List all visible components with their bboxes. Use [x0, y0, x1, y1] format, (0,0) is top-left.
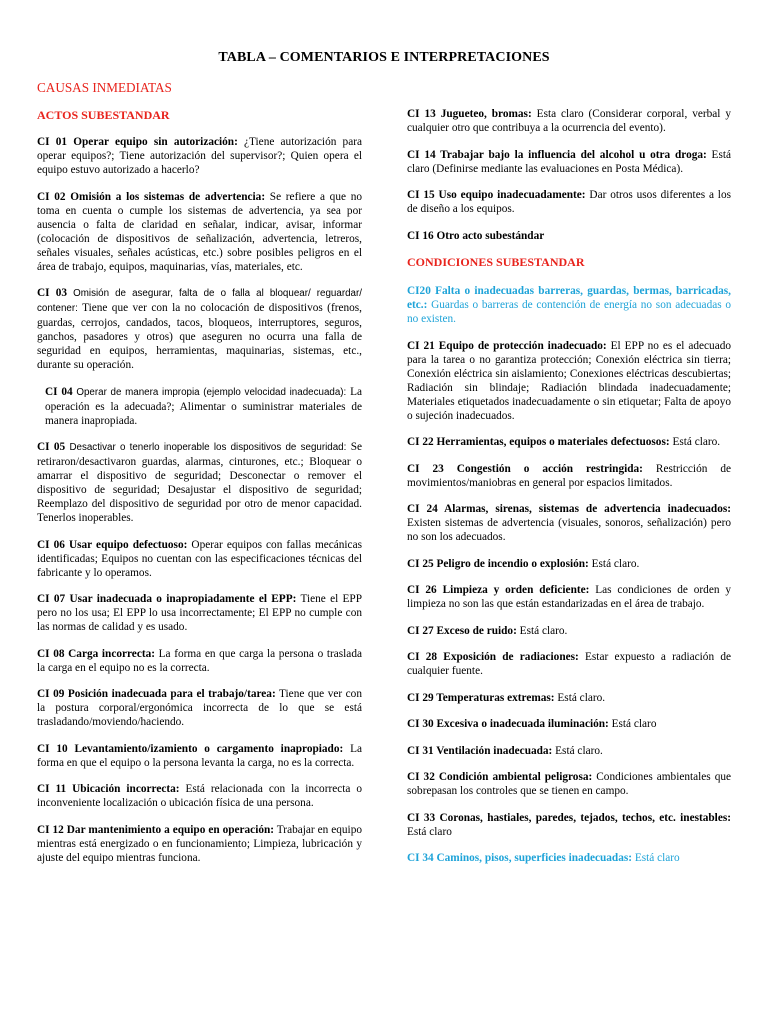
entry-code: CI 21 Equipo de protección inadecuado:: [407, 339, 607, 352]
condition-entry: [407, 339, 731, 423]
document-title: TABLA – COMENTARIOS E INTERPRETACIONES: [218, 50, 550, 65]
act-entry: [407, 229, 731, 243]
act-entry: [37, 135, 362, 177]
entry-code: CI 02 Omisión a los sistemas de advertencia:: [37, 190, 266, 203]
entry-description: ¿Tiene autorización para operar equipos?; Tiene autorización del supervisor?; Quien opera el equipo estuvo autorizado a hacerlo?: [37, 136, 362, 176]
entry-code: CI 13 Jugueteo, bromas:: [407, 108, 532, 120]
entry-code: CI 03: [37, 287, 68, 299]
entry-description: Se retiraron/desactivaron guardas, alarmas, cinturones, etc.; Bloquear o amarrar el dispositivo de seguridad; Desconectar o remover el dispositivo de seguridad; Desajustar el dispositivo de seguridad; Reemplazo del dispositivo de seguridad por otro de menor capacidad. Tenerlos inoperables.: [37, 441, 362, 524]
entry-code: CI 29 Temperaturas extremas:: [407, 691, 555, 704]
entry-code: CI 12 Dar mantenimiento a equipo en operación:: [37, 823, 275, 836]
act-entry: [37, 592, 362, 634]
entry-code: CI 15 Uso equipo inadecuadamente:: [407, 189, 586, 201]
entry-code: CI 14 Trabajar bajo la influencia del alcohol u otra droga:: [407, 148, 707, 161]
act-entry: [37, 687, 362, 729]
entry-description: Estar expuesto a radiación de cualquier fuente.: [407, 651, 731, 677]
entry-description: Trabajar en equipo mientras está energizado o en funcionamiento; Limpieza, lubricación y ajuste del equipo mientras funciona.: [37, 823, 362, 864]
entry-code: CI 28 Exposición de radiaciones:: [407, 651, 579, 663]
condition-entry: [407, 435, 731, 449]
entry-description: Tiene que ver con la no colocación de dispositivos (frenos, guardas, cerrojos, candados, tacos, bloqueos, interruptores, seguros, ganchos, pasadores y otros) que aseguren no ocurra una falla de seguridad en equipos, herramientas, maquinarias, sistemas, etc., durante su operación.: [37, 302, 362, 371]
entry-code: CI 26 Limpieza y orden deficiente:: [407, 584, 590, 596]
act-entry: [407, 148, 731, 176]
act-entry: [37, 538, 362, 580]
entry-description: La forma en que carga la persona o traslada la carga en el equipo no es la correcta.: [37, 647, 362, 674]
act-entry: [37, 823, 362, 865]
subsection-title-acts: ACTOS SUBESTANDAR: [37, 108, 170, 122]
entry-code: CI 25 Peligro de incendio o explosión:: [407, 557, 589, 570]
entry-description: Está claro: [632, 852, 680, 864]
entry-code: CI 30 Excesiva o inadecuada iluminación:: [407, 718, 609, 730]
entry-description: Operar equipos con fallas mecánicas identificadas; Equipos no cuentan con las especificaciones técnicas del fabricante y lo operamos.: [37, 538, 362, 579]
act-entry: [37, 647, 362, 675]
entry-description: Existen sistemas de advertencia (visuales, sonoros, señalización) pero no son los adecuados.: [407, 517, 731, 543]
entry-description: La operación es la adecuada?; Alimentar o suministrar materiales de manera inapropiada.: [45, 385, 362, 427]
entry-description: La forma en que el equipo o la persona levanta la carga, no es la correcta.: [37, 742, 362, 769]
condition-entry: [407, 851, 731, 865]
entry-code: CI 23 Congestión o acción restringida:: [407, 462, 643, 475]
entry-code: CI 11 Ubicación incorrecta:: [37, 783, 180, 795]
entry-code: CI 33 Coronas, hastiales, paredes, tejados, techos, etc. inestables:: [407, 811, 731, 824]
entry-subtitle: Operar de manera impropia (ejemplo velocidad inadecuada):: [72, 386, 347, 398]
entry-description: Está claro.: [552, 744, 603, 757]
condition-entry: [407, 717, 731, 731]
entry-code: CI 08 Carga incorrecta:: [37, 647, 156, 660]
entry-code: CI 01 Operar equipo sin autorización:: [37, 136, 238, 148]
entry-code: CI 27 Exceso de ruido:: [407, 624, 517, 637]
act-entry: [407, 188, 731, 216]
entry-code: CI 07 Usar inadecuada o inapropiadamente el EPP:: [37, 593, 297, 605]
entry-code: CI 04: [45, 385, 73, 398]
condition-entry: [407, 557, 731, 571]
entry-code: CI 32 Condición ambiental peligrosa:: [407, 771, 593, 783]
entry-description: Está claro: [407, 825, 452, 838]
condition-entry: [407, 284, 731, 326]
act-entry: [37, 286, 362, 372]
entry-description: Está claro.: [554, 691, 606, 704]
entry-description: Tiene que ver con la postura corporal/ergonómica incorrecta de lo que se está trasladando/moviendo/haciendo.: [37, 688, 362, 728]
entry-code: CI 22 Herramientas, equipos o materiales defectuosos:: [407, 436, 670, 448]
entry-description: Está claro.: [516, 624, 568, 637]
act-entry: [407, 107, 731, 135]
entry-description: Las condiciones de orden y limpieza no son las que están estandarizadas en el área de trabajo.: [407, 584, 731, 610]
acts-list-right: [407, 107, 731, 243]
act-entry: [37, 190, 362, 274]
entry-description: Está claro: [608, 718, 657, 730]
entry-description: Está claro (Definirse mediante las evaluaciones en Posta Médica).: [407, 148, 731, 175]
entry-description: Está claro.: [669, 436, 721, 448]
entry-code: CI 24 Alarmas, sirenas, sistemas de advertencia inadecuados:: [407, 503, 731, 515]
entry-code: CI20 Falta o inadecuadas barreras, guardas, bermas, barricadas, etc.:: [407, 285, 731, 311]
entry-description: Está claro.: [588, 557, 640, 570]
entry-description: Está relacionada con la incorrecta o inconveniente localización o ubicación física de una persona.: [37, 783, 362, 809]
right-column: [407, 107, 731, 878]
entry-code: CI 31 Ventilación inadecuada:: [407, 744, 553, 757]
entry-description: Restricción de movimientos/maniobras en general por espacios limitados.: [407, 462, 731, 489]
act-entry: [37, 385, 362, 428]
condition-entry: [407, 462, 731, 490]
entry-description: Dar otros usos diferentes a los de diseño a los equipos.: [407, 189, 731, 215]
entry-code: CI 10 Levantamiento/izamiento o cargamento inapropiado:: [37, 742, 344, 755]
entry-description: Se refiere a que no toma en cuenta o cumple los sistemas de advertencia, ya sea por ausencia o falta de claridad en señalar, indicar, avisar, informar (colocación de dispositivos de señalización, advertencia, letreros, señales visuales, señales acústicas, etc.) sobre posibles peligros en el área de trabajo, equipos, maquinarias, vías, materiales, etc.: [37, 190, 362, 273]
left-column: [37, 80, 362, 877]
entry-subtitle: Desactivar o tenerlo inoperable los dispositivos de seguridad:: [65, 442, 347, 453]
condition-entry: [407, 811, 731, 839]
section-title: CAUSAS INMEDIATAS: [37, 80, 172, 95]
condition-entry: [407, 770, 731, 798]
entry-description: Esta claro (Considerar corporal, verbal y cualquier otro que contribuya a la ocurrencia del evento).: [407, 108, 731, 134]
subsection-title-conditions: CONDICIONES SUBESTANDAR: [407, 255, 585, 269]
act-entry: [37, 782, 362, 810]
entry-description: Condiciones ambientales que sobrepasan los controles que se tienen en campo.: [407, 771, 732, 797]
entry-description: Tiene el EPP pero no los usa; El EPP lo usa incorrectamente; El EPP no cumple con las normas de calidad y es usado.: [37, 593, 362, 633]
condition-entry: [407, 502, 731, 544]
entry-description: Guardas o barreras de contención de energía no son adecuadas o no existen.: [407, 299, 731, 325]
entry-code: CI 09 Posición inadecuada para el trabajo/tarea:: [37, 688, 276, 700]
act-entry: [37, 440, 362, 525]
condition-entry: [407, 583, 731, 611]
condition-entry: [407, 624, 731, 638]
entry-code: CI 06 Usar equipo defectuoso:: [37, 538, 188, 551]
entry-subtitle: Omisión de asegurar, falta de o falla al bloquear/ reguardar/ contener:: [37, 288, 362, 314]
condition-entry: [407, 691, 731, 705]
entry-description: El EPP no es el adecuado para la tarea o no garantiza protección; Conexión eléctrica sin tierra; Conexión eléctrica sin aislamiento; Conexiones eléctricas descubiertas; Radiación sin blindaje; Radiación blindada inadecuadamente; Materiales etiquetados inadecuadamente o sin etiquetar; Falta de apoyo o sujeción inadecuados.: [407, 339, 732, 422]
entry-code: CI 16 Otro acto subestándar: [407, 229, 545, 242]
acts-list-left: [37, 135, 362, 865]
entry-code: CI 34 Caminos, pisos, superficies inadecuadas:: [407, 852, 633, 864]
condition-entry: [407, 650, 731, 678]
conditions-list: [407, 284, 731, 865]
condition-entry: [407, 744, 731, 758]
act-entry: [37, 742, 362, 770]
entry-code: CI 05: [37, 441, 66, 453]
